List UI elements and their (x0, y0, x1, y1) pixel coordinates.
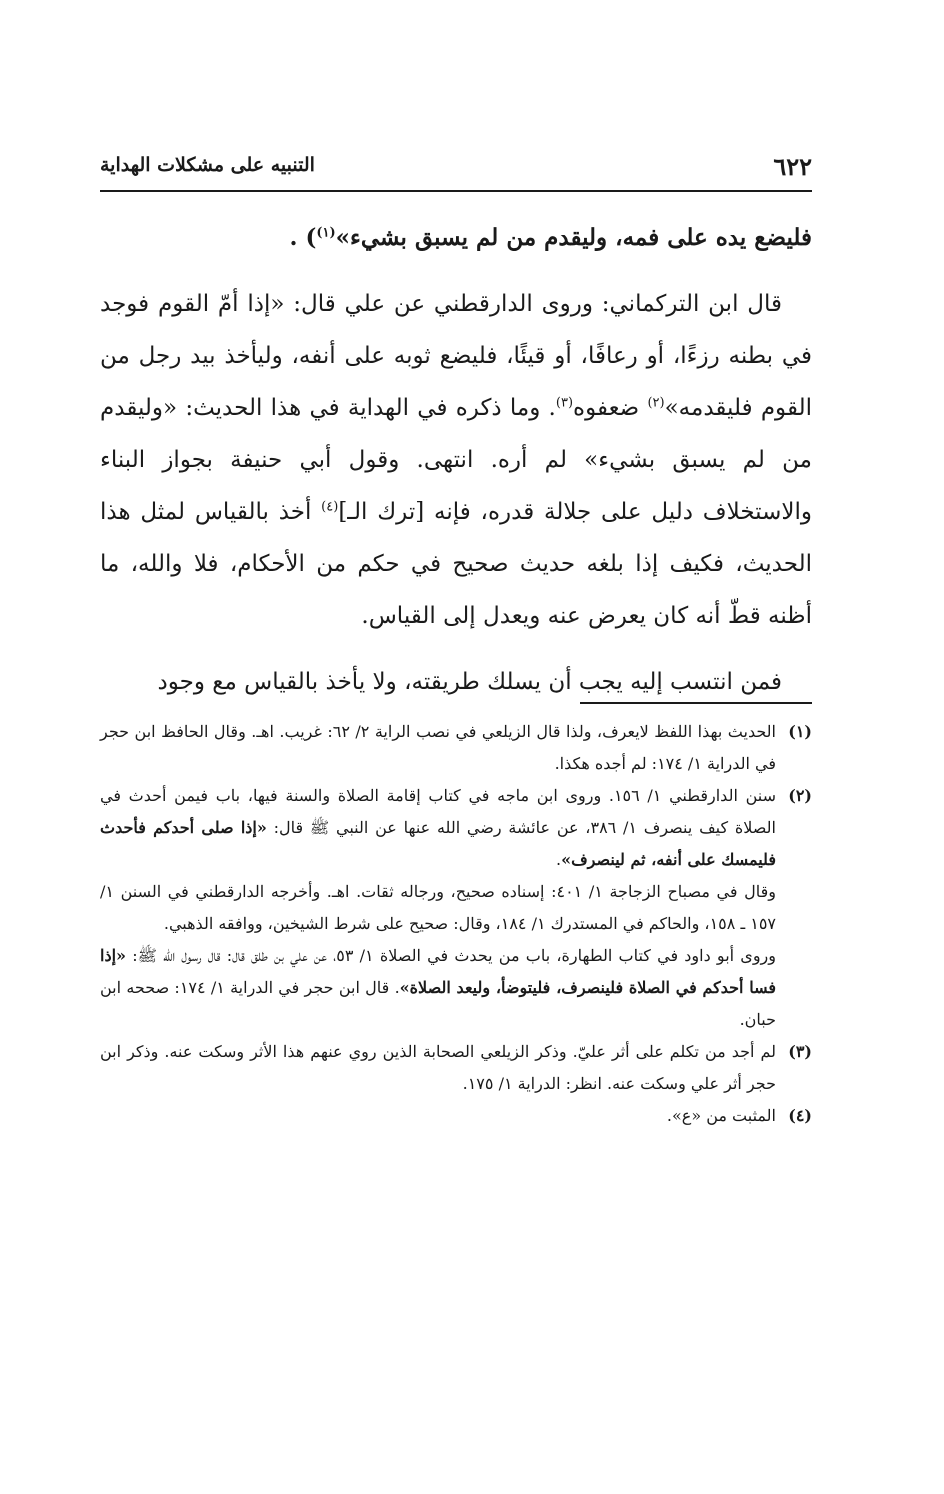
paragraph-1-part-b: ضعفوه (573, 395, 648, 421)
paragraph-2 (100, 656, 812, 708)
paragraph-2-text: فمن انتسب إليه يجب أن يسلك طريقته، ولا يأخذ بالقياس مع وجود (157, 669, 782, 695)
book-title: التنبيه على مشكلات الهداية (100, 154, 315, 176)
paragraph-1-part-c: . وما ذكره في الهداية في هذا الحديث: «وليقدم من لم يسبق بشيء» لم أره. انتهى. وقول أبي حنيفة بجواز البناء والاستخلاف دليل على جلالة قدره، فإنه [ترك الـ] (100, 395, 812, 525)
footnote-text: . (556, 850, 562, 869)
footnote-ref-1[interactable]: (١) (316, 225, 336, 241)
paragraph-1-part-a: قال ابن التركماني: وروى الدارقطني عن علي قال: «إذا أمّ القوم فوجد في بطنه رزءًا، أو رعافًا، أو قيئًا، فليضع ثوبه على أنفه، وليأخذ بيد رجل من القوم فليقدمه» (100, 291, 812, 421)
page-number: ٦٢٢ (773, 152, 812, 181)
footnote-separator (580, 702, 812, 704)
footnote-2 (100, 780, 812, 1036)
footnote-2-part-c (100, 940, 776, 1036)
book-page (100, 0, 812, 1494)
footnote-2-part-a (100, 780, 776, 876)
footnote-number: (٤) (788, 1106, 812, 1125)
footnote-text: الحديث بهذا اللفظ لايعرف، ولذا قال الزيلعي في نصب الراية ٢/ ٦٢: غريب. اهـ. وقال الحافظ ابن حجر في الدراية ١/ ١٧٤: لم أجده هكذا. (100, 722, 776, 773)
paragraph-1 (100, 278, 812, 642)
footnote-2-part-b: وقال في مصباح الزجاجة ١/ ٤٠١: إسناده صحيح، ورجاله ثقات. اهـ. وأخرجه الدارقطني في السنن ١/ ١٥٧ ـ ١٥٨، والحاكم في المستدرك ١/ ١٨٤، وقال: صحيح على شرط الشيخين، ووافقه الذهبي. (100, 882, 777, 933)
footnote-number: (٢) (788, 786, 812, 805)
footnote-number: (١) (788, 722, 812, 741)
quote-text: فليضع يده على فمه، وليقدم من لم يسبق بشيء» (335, 224, 812, 251)
footnotes (100, 716, 812, 1132)
footnote-ref-3[interactable]: (٣) (555, 395, 574, 411)
footnote-text: لم أجد من تكلم على أثر عليّ. وذكر الزيلعي الصحابة الذين روي عنهم هذا الأثر وسكت عنه. وذكر ابن حجر أثر علي وسكت عنه. انظر: الدراية ١/ ١٧٥. (100, 1042, 776, 1093)
footnote-1 (100, 716, 812, 780)
main-text (100, 212, 812, 708)
quote-end: ) . (289, 224, 317, 251)
footnote-3 (100, 1036, 812, 1100)
footnote-text: . قال ابن حجر في الدراية ١/ ١٧٤: صححه ابن حبان. (100, 978, 776, 1029)
footnote-text: سنن الدارقطني ١/ ١٥٦. وروى ابن ماجه في كتاب إقامة الصلاة والسنة فيها، باب فيمن أحدث في الصلاة كيف ينصرف ١/ ٣٨٦، عن عائشة رضي الله عنها عن النبي ﷺ قال: (100, 786, 776, 837)
quote-line (100, 212, 812, 264)
paragraph-1-part-d: أخذ بالقياس لمثل هذا الحديث، فكيف إذا بلغه حديث صحيح في حكم من الأحكام، فلا والله، ما أظنه قطّ أنه كان يعرض عنه ويعدل إلى القياس. (100, 499, 812, 629)
footnote-number: (٣) (788, 1042, 812, 1061)
header-rule (100, 190, 812, 192)
footnote-text: المثبت من «ع». (666, 1106, 776, 1125)
footnote-ref-2[interactable]: (٢) (647, 395, 665, 411)
hadith-text: «إذا صلى أحدكم فأحدث فليمسك على أنفه، ثم لينصرف» (100, 818, 776, 869)
footnote-ref-4[interactable]: (٤) (321, 499, 339, 515)
hadith-text: «إذا فسا أحدكم في الصلاة فلينصرف، فليتوضأ، وليعد الصلاة» (100, 946, 776, 997)
running-header (100, 152, 812, 184)
footnote-4 (100, 1100, 812, 1132)
footnote-text: وروى أبو داود في كتاب الطهارة، باب من يحدث في الصلاة ١/ ٥٣، عن علي بن طلق قال: قال رسول الله ﷺ: (126, 946, 777, 965)
